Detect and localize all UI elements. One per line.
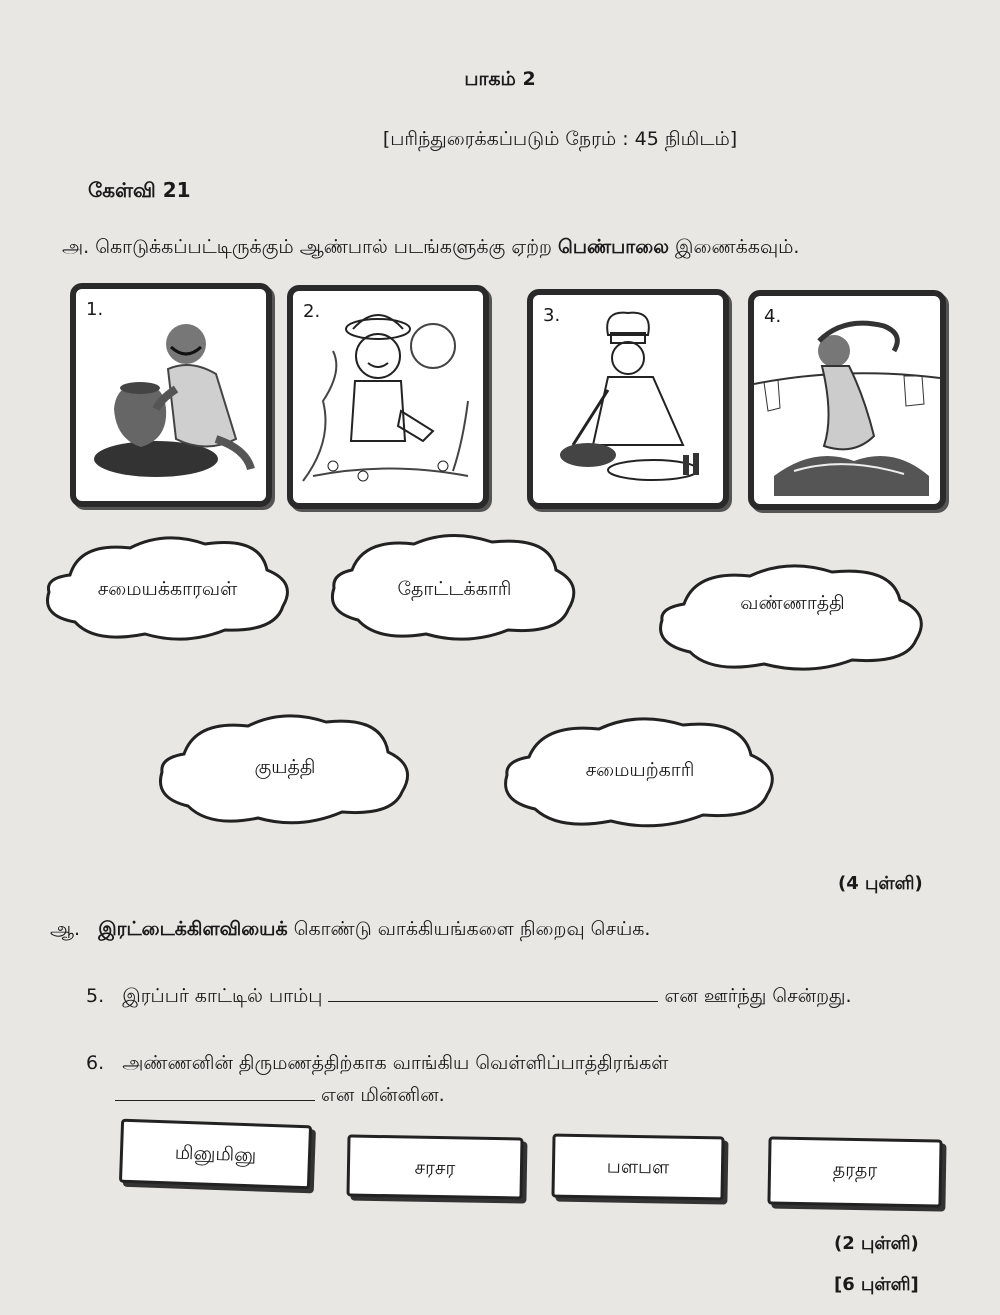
word-box-2[interactable]: [346, 1134, 523, 1199]
cook-icon: [533, 295, 723, 503]
part-title: பாகம் 2: [464, 68, 536, 90]
suggested-time: [பரிந்துரைக்கப்படும் நேரம் : 45 நிமிடம்]: [382, 128, 738, 150]
picture-2: [287, 285, 489, 509]
total-marks: [6 புள்ளி]: [834, 1274, 919, 1295]
option-cloud-4[interactable]: [150, 710, 420, 832]
gardener-icon: [293, 291, 483, 503]
part-b-bold-word: இரட்டைக்கிளவியைக்: [98, 918, 288, 940]
word-label: தரதர: [832, 1158, 878, 1182]
part-a-text-after: இணைக்கவும்.: [675, 236, 800, 258]
answer-blank-5[interactable]: [328, 1001, 658, 1002]
part-a-marks: (4 புள்ளி): [838, 873, 923, 894]
sentence-6-line-1: [86, 1052, 668, 1077]
sentence-6-after: என மின்னின.: [321, 1084, 445, 1106]
option-label: வண்ணாத்தி: [740, 592, 845, 614]
picture-number: 4.: [764, 306, 782, 327]
sentence-5-before: இரப்பர் காட்டில் பாம்பு: [122, 985, 323, 1007]
sentence-6-before: அண்ணனின் திருமணத்திற்காக வாங்கிய வெள்ளிப்பாத்திரங்கள்: [122, 1052, 669, 1074]
part-b-text-after: கொண்டு வாக்கியங்களை நிறைவு செய்க.: [293, 918, 651, 940]
picture-4: [748, 290, 946, 510]
picture-number: 1.: [86, 299, 104, 320]
picture-number: 2.: [303, 301, 321, 322]
item-number: 5.: [86, 985, 105, 1007]
part-a-prefix: அ.: [62, 236, 90, 258]
sentence-5: [86, 985, 852, 1010]
option-label: சமையற்காரி: [585, 759, 695, 781]
part-b-marks: (2 புள்ளி): [834, 1233, 919, 1254]
word-box-3[interactable]: [551, 1134, 724, 1201]
option-cloud-3[interactable]: [650, 558, 935, 678]
picture-1: [70, 283, 272, 507]
option-cloud-2[interactable]: [322, 530, 587, 648]
part-b-instruction: [50, 918, 650, 943]
option-cloud-1[interactable]: [35, 530, 300, 648]
potter-icon: [76, 289, 266, 501]
cloud-shape: [650, 558, 935, 678]
part-b-prefix: ஆ.: [50, 918, 81, 940]
part-a-text-before: கொடுக்கப்பட்டிருக்கும் ஆண்பால் படங்களுக்கு ஏற்ற: [95, 236, 552, 258]
picture-3: [527, 289, 729, 509]
answer-blank-6[interactable]: [115, 1100, 315, 1101]
word-box-1[interactable]: [119, 1119, 312, 1190]
item-number: 6.: [86, 1052, 105, 1074]
question-title: கேள்வி 21: [88, 178, 191, 202]
option-label: குயத்தி: [254, 756, 316, 778]
part-a-bold-word: பெண்பாலை: [558, 236, 669, 258]
word-box-4[interactable]: [767, 1136, 942, 1207]
part-a-instruction: [62, 236, 799, 261]
washerman-icon: [754, 296, 940, 504]
sentence-5-after: என ஊர்ந்து சென்றது.: [664, 985, 852, 1007]
word-label: மினுமினு: [174, 1141, 257, 1167]
word-label: சரசர: [414, 1156, 456, 1180]
option-label: தோட்டக்காரி: [397, 578, 512, 600]
word-label: பளபள: [606, 1155, 670, 1179]
option-label: சமையக்காரவள்: [97, 578, 238, 600]
option-cloud-5[interactable]: [495, 713, 785, 835]
picture-number: 3.: [543, 305, 561, 326]
sentence-6-line-2: [115, 1084, 445, 1109]
